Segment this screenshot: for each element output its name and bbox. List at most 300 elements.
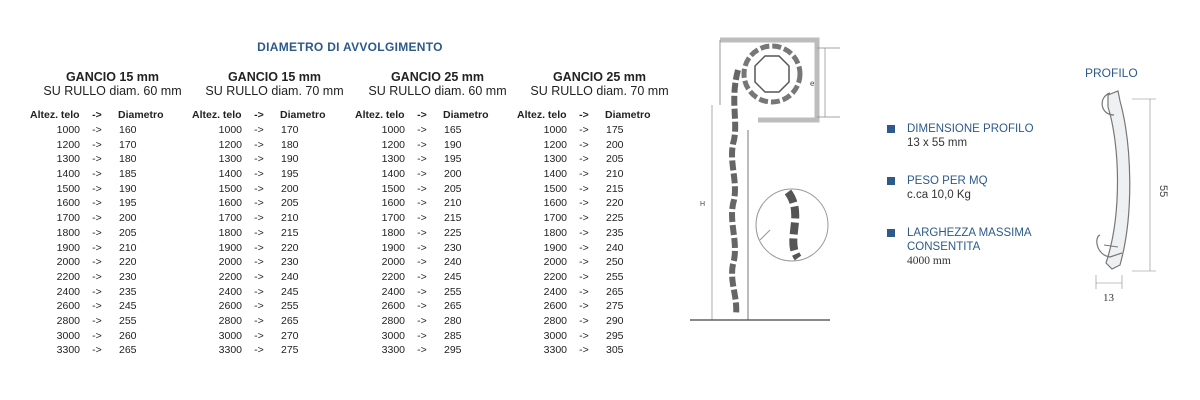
cell-diameter: 205 xyxy=(606,153,624,166)
cell-arrow: -> xyxy=(579,329,589,342)
table-row xyxy=(30,211,195,226)
cell-arrow: -> xyxy=(417,153,427,166)
table-header-hook: GANCIO 15 mm xyxy=(227,70,322,84)
cell-height: 1400 xyxy=(218,168,242,181)
cell-arrow: -> xyxy=(254,329,264,342)
table-row xyxy=(355,314,520,329)
cell-arrow: -> xyxy=(92,138,102,151)
page-title: DIAMETRO DI AVVOLGIMENTO xyxy=(257,40,443,54)
table-row xyxy=(192,123,357,138)
cell-diameter: 230 xyxy=(444,241,462,254)
cell-diameter: 210 xyxy=(606,168,624,181)
cell-diameter: 285 xyxy=(444,329,462,342)
table-row xyxy=(517,152,682,167)
table-header-hook: GANCIO 25 mm xyxy=(390,70,485,84)
cell-arrow: -> xyxy=(579,153,589,166)
cell-height: 1700 xyxy=(56,212,80,225)
table-row xyxy=(517,241,682,256)
cell-height: 2000 xyxy=(218,256,242,269)
cell-height: 3000 xyxy=(381,329,405,342)
cell-arrow: -> xyxy=(92,212,102,225)
cell-height: 2000 xyxy=(381,256,405,269)
shutter-slats xyxy=(732,70,738,315)
cell-diameter: 215 xyxy=(281,226,299,239)
cell-arrow: -> xyxy=(92,197,102,210)
cell-height: 2800 xyxy=(381,314,405,327)
spec-label: PESO PER MQ xyxy=(907,175,988,187)
spec-dimension xyxy=(888,122,1034,150)
cell-diameter: 190 xyxy=(281,153,299,166)
cell-arrow: -> xyxy=(92,153,102,166)
table-row xyxy=(30,138,195,153)
cell-arrow: -> xyxy=(254,256,264,269)
diameter-table xyxy=(192,70,357,358)
table-row xyxy=(30,167,195,182)
cell-diameter: 210 xyxy=(444,197,462,210)
col-header-diameter: Diametro xyxy=(443,109,489,121)
table-row xyxy=(192,329,357,344)
cell-arrow: -> xyxy=(92,285,102,298)
cell-diameter: 235 xyxy=(119,285,137,298)
cell-height: 1500 xyxy=(56,182,80,195)
table-row xyxy=(192,285,357,300)
cell-arrow: -> xyxy=(254,124,264,136)
table-row xyxy=(30,270,195,285)
table-body xyxy=(30,123,195,358)
col-header-height: Altez. telo xyxy=(517,109,567,121)
cell-diameter: 220 xyxy=(281,241,299,254)
table-row xyxy=(192,138,357,153)
cell-arrow: -> xyxy=(254,138,264,151)
table-header-roller: SU RULLO diam. 60 mm xyxy=(43,84,182,98)
table-row xyxy=(30,299,195,314)
cell-arrow: -> xyxy=(92,124,102,136)
cell-diameter: 170 xyxy=(119,138,137,151)
table-row xyxy=(355,123,520,138)
diameter-table xyxy=(30,70,195,358)
cell-height: 2000 xyxy=(56,256,80,269)
cell-diameter: 200 xyxy=(606,138,624,151)
cell-diameter: 175 xyxy=(606,124,624,136)
cell-diameter: 210 xyxy=(281,212,299,225)
cell-diameter: 295 xyxy=(606,329,624,342)
cell-height: 1400 xyxy=(381,168,405,181)
cell-arrow: -> xyxy=(579,344,589,357)
table-row xyxy=(517,314,682,329)
table-row xyxy=(192,255,357,270)
table-row xyxy=(517,343,682,358)
cell-arrow: -> xyxy=(254,270,264,283)
col-header-height: Altez. telo xyxy=(30,109,80,121)
cell-diameter: 210 xyxy=(119,241,137,254)
table-row xyxy=(192,270,357,285)
table-row xyxy=(30,226,195,241)
table-header-roller: SU RULLO diam. 70 mm xyxy=(205,84,344,98)
cell-diameter: 265 xyxy=(444,300,462,313)
cell-height: 1900 xyxy=(543,241,567,254)
cell-diameter: 180 xyxy=(281,138,299,151)
table-row xyxy=(192,196,357,211)
cell-arrow: -> xyxy=(417,182,427,195)
table-row xyxy=(30,241,195,256)
col-header-arrow: -> xyxy=(417,109,427,121)
cell-diameter: 265 xyxy=(281,314,299,327)
cell-height: 1600 xyxy=(543,197,567,210)
table-body xyxy=(192,123,357,358)
cell-diameter: 220 xyxy=(119,256,137,269)
spec-label-2: CONSENTITA xyxy=(907,241,981,253)
cell-height: 2000 xyxy=(543,256,567,269)
cell-diameter: 255 xyxy=(281,300,299,313)
cell-height: 2600 xyxy=(381,300,405,313)
cell-diameter: 255 xyxy=(444,285,462,298)
cell-height: 3000 xyxy=(56,329,80,342)
cell-height: 1500 xyxy=(218,182,242,195)
spec-value: c.ca 10,0 Kg xyxy=(907,189,971,201)
cell-arrow: -> xyxy=(579,314,589,327)
table-row xyxy=(30,182,195,197)
cell-arrow: -> xyxy=(417,212,427,225)
cell-height: 1600 xyxy=(56,197,80,210)
cell-diameter: 160 xyxy=(119,124,137,136)
cell-height: 2800 xyxy=(218,314,242,327)
cell-height: 1800 xyxy=(381,226,405,239)
cell-height: 2400 xyxy=(218,285,242,298)
cell-diameter: 200 xyxy=(444,168,462,181)
cell-diameter: 245 xyxy=(281,285,299,298)
cell-arrow: -> xyxy=(254,168,264,181)
cell-arrow: -> xyxy=(417,197,427,210)
table-row xyxy=(517,123,682,138)
table-row xyxy=(30,123,195,138)
col-header-diameter: Diametro xyxy=(118,109,164,121)
diameter-table xyxy=(355,70,520,358)
cell-height: 1900 xyxy=(218,241,242,254)
cell-height: 1600 xyxy=(218,197,242,210)
cell-height: 2200 xyxy=(381,270,405,283)
table-body xyxy=(517,123,682,358)
table-row xyxy=(355,343,520,358)
cell-diameter: 245 xyxy=(119,300,137,313)
cell-diameter: 305 xyxy=(606,344,624,357)
cell-diameter: 215 xyxy=(444,212,462,225)
table-row xyxy=(355,226,520,241)
cell-height: 3300 xyxy=(381,344,405,357)
spec-max-width xyxy=(888,226,1032,268)
table-body xyxy=(355,123,520,358)
cell-arrow: -> xyxy=(254,153,264,166)
cell-height: 3300 xyxy=(218,344,242,357)
cell-height: 2600 xyxy=(543,300,567,313)
spec-label: DIMENSIONE PROFILO xyxy=(907,123,1034,135)
table-row xyxy=(517,285,682,300)
cell-arrow: -> xyxy=(417,226,427,239)
column-headers xyxy=(192,109,357,123)
col-header-diameter: Diametro xyxy=(605,109,651,121)
cell-height: 1700 xyxy=(381,212,405,225)
cell-height: 1000 xyxy=(543,124,567,136)
cell-height: 3000 xyxy=(218,329,242,342)
table-row xyxy=(517,167,682,182)
cell-diameter: 265 xyxy=(606,285,624,298)
cell-diameter: 200 xyxy=(119,212,137,225)
table-row xyxy=(192,211,357,226)
cell-height: 1200 xyxy=(218,138,242,151)
cell-height: 1400 xyxy=(543,168,567,181)
cell-height: 1500 xyxy=(543,182,567,195)
cell-height: 1900 xyxy=(56,241,80,254)
table-row xyxy=(192,152,357,167)
profile-width-label: 13 xyxy=(1103,292,1114,304)
cell-diameter: 190 xyxy=(119,182,137,195)
cell-arrow: -> xyxy=(579,212,589,225)
cell-height: 2200 xyxy=(218,270,242,283)
cell-height: 1700 xyxy=(543,212,567,225)
cell-diameter: 260 xyxy=(119,329,137,342)
cell-diameter: 275 xyxy=(606,300,624,313)
cell-arrow: -> xyxy=(92,241,102,254)
cell-arrow: -> xyxy=(254,241,264,254)
cell-diameter: 165 xyxy=(444,124,462,136)
cell-arrow: -> xyxy=(579,124,589,136)
cell-arrow: -> xyxy=(254,314,264,327)
cell-arrow: -> xyxy=(417,270,427,283)
cell-arrow: -> xyxy=(579,226,589,239)
cell-arrow: -> xyxy=(417,138,427,151)
table-row xyxy=(192,182,357,197)
cell-arrow: -> xyxy=(417,300,427,313)
cell-arrow: -> xyxy=(92,226,102,239)
cell-diameter: 180 xyxy=(119,153,137,166)
cell-diameter: 255 xyxy=(606,270,624,283)
cell-diameter: 170 xyxy=(281,124,299,136)
column-headers xyxy=(355,109,520,123)
cell-height: 2400 xyxy=(56,285,80,298)
cell-arrow: -> xyxy=(417,241,427,254)
profile-shape xyxy=(1106,91,1130,269)
table-row xyxy=(517,211,682,226)
table-header-hook: GANCIO 15 mm xyxy=(65,70,160,84)
cell-arrow: -> xyxy=(579,138,589,151)
profile-height-label: 55 xyxy=(1157,185,1169,198)
table-row xyxy=(192,167,357,182)
cell-arrow: -> xyxy=(417,344,427,357)
cell-arrow: -> xyxy=(579,197,589,210)
cell-arrow: -> xyxy=(254,285,264,298)
cell-diameter: 195 xyxy=(281,168,299,181)
cell-height: 1300 xyxy=(543,153,567,166)
cell-diameter: 235 xyxy=(606,226,624,239)
cell-height: 1800 xyxy=(543,226,567,239)
cell-arrow: -> xyxy=(579,168,589,181)
table-row xyxy=(30,343,195,358)
col-header-arrow: -> xyxy=(92,109,102,121)
cell-diameter: 225 xyxy=(606,212,624,225)
spec-value: 4000 mm xyxy=(907,255,951,267)
table-row xyxy=(192,314,357,329)
cell-diameter: 225 xyxy=(444,226,462,239)
table-header-roller: SU RULLO diam. 70 mm xyxy=(530,84,669,98)
column-headers xyxy=(30,109,195,123)
table-row xyxy=(192,299,357,314)
table-row xyxy=(192,241,357,256)
table-header-hook: GANCIO 25 mm xyxy=(552,70,647,84)
cell-height: 3300 xyxy=(56,344,80,357)
cell-height: 1800 xyxy=(218,226,242,239)
cell-arrow: -> xyxy=(417,256,427,269)
table-row xyxy=(30,255,195,270)
cell-diameter: 205 xyxy=(444,182,462,195)
cell-height: 2200 xyxy=(543,270,567,283)
label-h: H xyxy=(700,201,706,208)
cell-arrow: -> xyxy=(254,344,264,357)
cell-arrow: -> xyxy=(92,300,102,313)
cell-diameter: 240 xyxy=(606,241,624,254)
cell-height: 1300 xyxy=(56,153,80,166)
cell-diameter: 280 xyxy=(444,314,462,327)
cell-diameter: 205 xyxy=(119,226,137,239)
cell-diameter: 275 xyxy=(281,344,299,357)
cell-arrow: -> xyxy=(254,226,264,239)
cell-diameter: 290 xyxy=(606,314,624,327)
cell-arrow: -> xyxy=(579,182,589,195)
cell-arrow: -> xyxy=(92,314,102,327)
cell-arrow: -> xyxy=(579,300,589,313)
cell-diameter: 215 xyxy=(606,182,624,195)
table-row xyxy=(355,182,520,197)
cell-diameter: 195 xyxy=(119,197,137,210)
table-row xyxy=(355,255,520,270)
spec-label: LARGHEZZA MASSIMA xyxy=(907,227,1032,239)
cell-arrow: -> xyxy=(92,270,102,283)
table-row xyxy=(30,152,195,167)
profile-title: PROFILO xyxy=(1085,66,1138,80)
table-row xyxy=(355,152,520,167)
table-row xyxy=(355,299,520,314)
bullet-square-icon xyxy=(887,177,895,185)
cell-height: 1500 xyxy=(381,182,405,195)
cell-diameter: 255 xyxy=(119,314,137,327)
table-row xyxy=(30,329,195,344)
cell-diameter: 195 xyxy=(444,153,462,166)
cell-arrow: -> xyxy=(417,124,427,136)
cell-height: 1300 xyxy=(381,153,405,166)
cell-height: 2400 xyxy=(381,285,405,298)
cell-diameter: 245 xyxy=(444,270,462,283)
label-e: e xyxy=(810,79,815,88)
table-row xyxy=(517,138,682,153)
cell-arrow: -> xyxy=(92,168,102,181)
table-row xyxy=(355,196,520,211)
table-row xyxy=(30,285,195,300)
cell-diameter: 220 xyxy=(606,197,624,210)
table-row xyxy=(517,196,682,211)
cell-arrow: -> xyxy=(92,256,102,269)
roller-octagon xyxy=(755,56,789,92)
shutter-drawing xyxy=(690,30,840,330)
cell-height: 1200 xyxy=(543,138,567,151)
table-row xyxy=(355,167,520,182)
cell-diameter: 230 xyxy=(119,270,137,283)
cell-arrow: -> xyxy=(417,285,427,298)
cell-diameter: 250 xyxy=(606,256,624,269)
cell-arrow: -> xyxy=(579,241,589,254)
cell-height: 3000 xyxy=(543,329,567,342)
cell-diameter: 200 xyxy=(281,182,299,195)
table-row xyxy=(355,241,520,256)
cell-height: 1700 xyxy=(218,212,242,225)
table-header-roller: SU RULLO diam. 60 mm xyxy=(368,84,507,98)
cell-arrow: -> xyxy=(417,168,427,181)
cell-height: 1900 xyxy=(381,241,405,254)
cell-height: 1400 xyxy=(56,168,80,181)
cell-height: 1300 xyxy=(218,153,242,166)
spec-weight xyxy=(888,174,988,202)
table-row xyxy=(355,138,520,153)
cell-arrow: -> xyxy=(254,182,264,195)
cell-height: 2400 xyxy=(543,285,567,298)
cell-arrow: -> xyxy=(417,329,427,342)
diameter-table xyxy=(517,70,682,358)
cell-height: 1200 xyxy=(56,138,80,151)
cell-diameter: 205 xyxy=(281,197,299,210)
cell-height: 1000 xyxy=(381,124,405,136)
table-row xyxy=(517,270,682,285)
cell-arrow: -> xyxy=(579,256,589,269)
col-header-height: Altez. telo xyxy=(355,109,405,121)
cell-diameter: 185 xyxy=(119,168,137,181)
cell-diameter: 190 xyxy=(444,138,462,151)
col-header-arrow: -> xyxy=(254,109,264,121)
table-row xyxy=(517,255,682,270)
cell-arrow: -> xyxy=(254,300,264,313)
profile-section xyxy=(1070,85,1180,315)
cell-arrow: -> xyxy=(579,270,589,283)
col-header-diameter: Diametro xyxy=(280,109,326,121)
cell-diameter: 295 xyxy=(444,344,462,357)
cell-height: 1600 xyxy=(381,197,405,210)
cell-height: 2800 xyxy=(56,314,80,327)
cell-height: 1200 xyxy=(381,138,405,151)
table-row xyxy=(517,182,682,197)
col-header-arrow: -> xyxy=(579,109,589,121)
table-row xyxy=(517,299,682,314)
cell-diameter: 270 xyxy=(281,329,299,342)
cell-height: 1800 xyxy=(56,226,80,239)
cell-arrow: -> xyxy=(92,182,102,195)
cell-arrow: -> xyxy=(579,285,589,298)
table-row xyxy=(355,285,520,300)
table-row xyxy=(30,196,195,211)
table-row xyxy=(192,226,357,241)
cell-height: 1000 xyxy=(218,124,242,136)
cell-height: 2600 xyxy=(56,300,80,313)
cell-height: 3300 xyxy=(543,344,567,357)
cell-diameter: 240 xyxy=(281,270,299,283)
table-row xyxy=(355,270,520,285)
table-row xyxy=(517,226,682,241)
cell-arrow: -> xyxy=(92,344,102,357)
bullet-square-icon xyxy=(887,125,895,133)
cell-diameter: 265 xyxy=(119,344,137,357)
cell-height: 2200 xyxy=(56,270,80,283)
cell-arrow: -> xyxy=(254,197,264,210)
table-row xyxy=(355,211,520,226)
spec-value: 13 x 55 mm xyxy=(907,137,968,149)
col-header-height: Altez. telo xyxy=(192,109,242,121)
cell-arrow: -> xyxy=(417,314,427,327)
cell-height: 2600 xyxy=(218,300,242,313)
